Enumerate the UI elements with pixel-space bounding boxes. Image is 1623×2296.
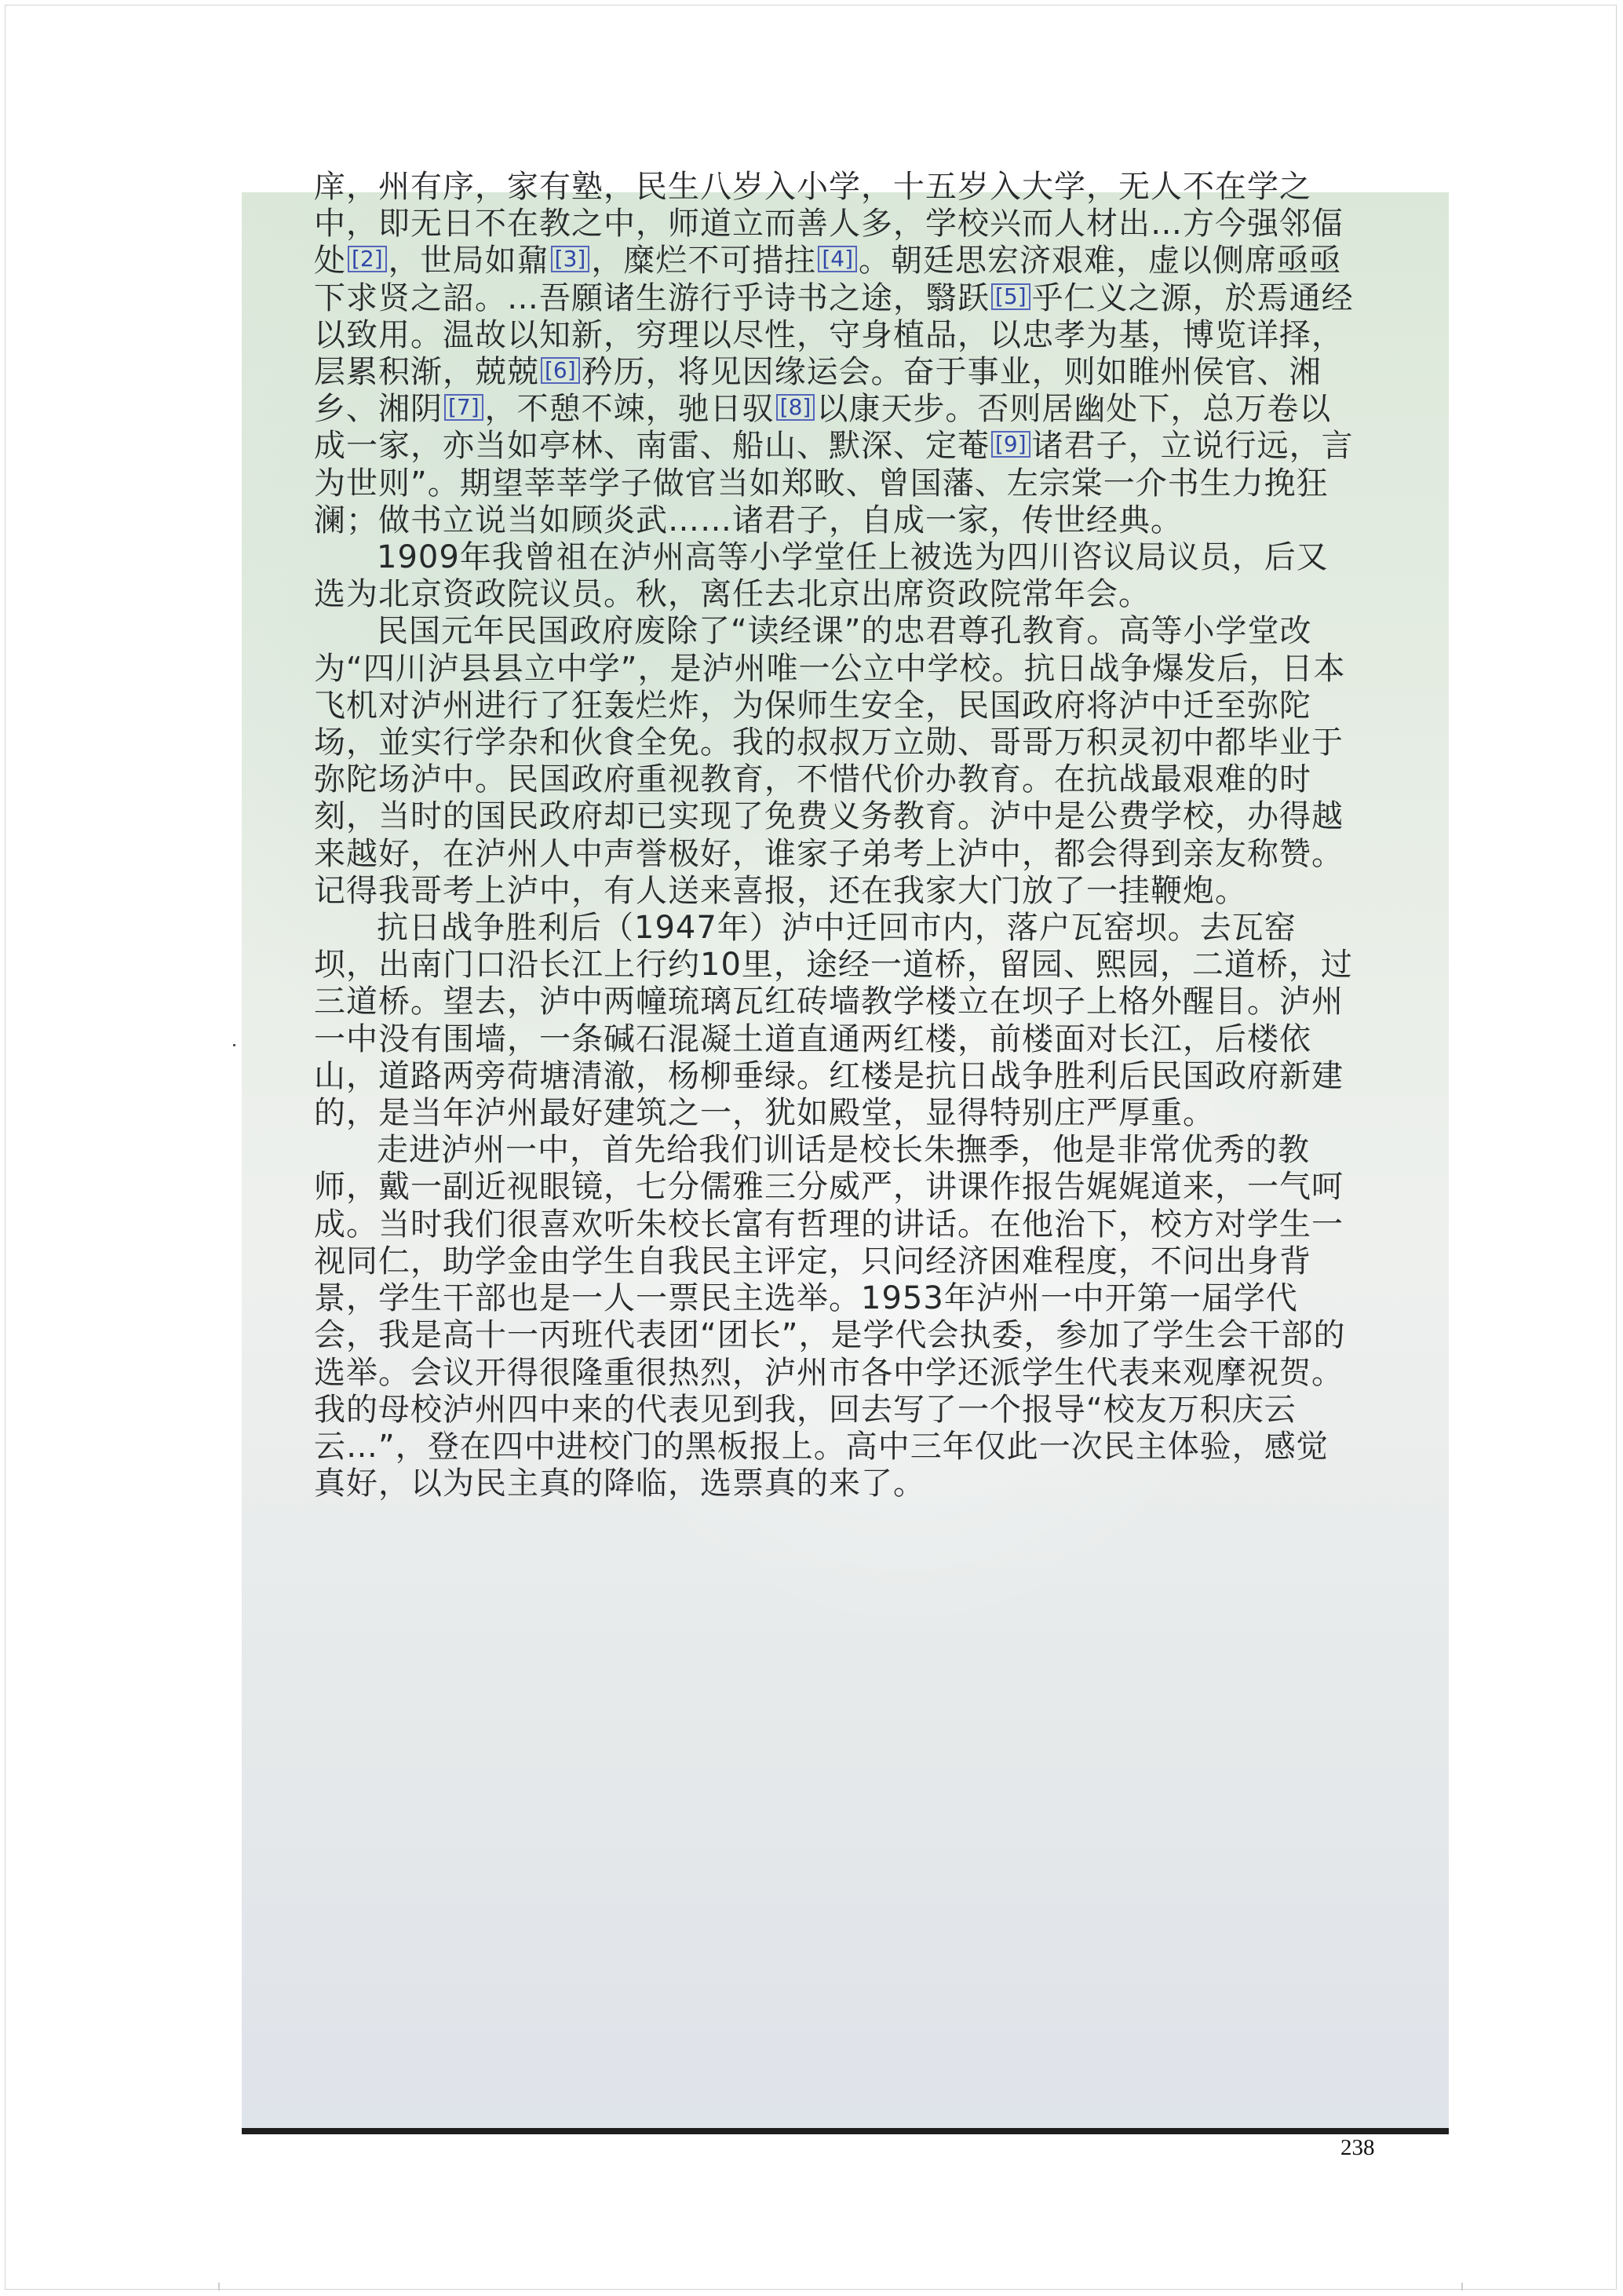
text-run: 抗日战争胜利后（1947年）泸中迁回市内，落户瓦窑坝。去瓦窑坝，出南门口沿长江上行约10里，途经一道桥，留园、熙园，二道桥，过三道桥。望去，泸中两幢琉璃瓦红砖墙教学楼立在坝子上格外醒目。泸州一中没有围墙，一条碱石混凝土道直通两红楼，前楼面对长江，后楼依山，道路两旁荷塘清澈，杨柳垂绿。红楼是抗日战争胜利后民国政府新建的，是当年泸州最好建筑之一，犹如殿堂，显得特别庄严厚重。	[314, 910, 1353, 1132]
footnote-reference[interactable]: [3]	[551, 246, 590, 272]
article-text	[314, 169, 1358, 1502]
text-run: 。朝廷思宏济艰难，虚以侧席亟亟下求贤之詔。…吾願诸生游行乎诗书之途，翳跃	[314, 243, 1342, 316]
text-run: 走进泸州一中，首先给我们训话是校长朱撫季，他是非常优秀的教师，戴一副近视眼镜，七分儒雅三分威严，讲课作报告娓娓道来，一气呵成。当时我们很喜欢听朱校长富有哲理的讲话。在他治下，校方对学生一视同仁，助学金由学生自我民主评定，只问经济困难程度，不问出身背景，学生干部也是一人一票民主选举。1953年泸州一中开第一届学代会，我是高十一丙班代表团“团长”，是学代会执委，参加了学生会干部的选举。会议开得很隆重很热烈，泸州市各中学还派学生代表来观摩祝贺。我的母校泸州四中来的代表见到我，回去写了一个报导“校友万积庆云云…”，登在四中进校门的黑板报上。高中三年仅此一次民主体验，感觉真好，以为民主真的降临，选票真的来了。	[314, 1132, 1346, 1502]
scan-speck	[233, 1044, 235, 1046]
text-run: 民国元年民国政府废除了“读经课”的忠君尊孔教育。高等小学堂改为“四川泸县县立中学”，是泸州唯一公立中学校。抗日战争爆发后，日本飞机对泸州进行了狂轰烂炸，为保师生安全，民国政府将泸中迁至弥陀场，並实行学杂和伙食全免。我的叔叔万立勋、哥哥万积灵初中都毕业于弥陀场泸中。民国政府重视教育，不惜代价办教育。在抗战最艰难的时刻，当时的国民政府却已实现了免费义务教育。泸中是公费学校，办得越来越好，在泸州人中声誉极好，谁家子弟考上泸中，都会得到亲友称赞。记得我哥考上泸中，有人送来喜报，还在我家大门放了一挂鞭炮。	[314, 613, 1346, 909]
text-run: 乎仁义之源，於焉通经以致用。温故以知新，穷理以尽性，守身植品，以忠孝为基，博览详择，层累积渐，兢兢	[314, 279, 1354, 391]
paragraph	[314, 910, 1358, 1132]
text-run: ，不憩不竦，驰日驭	[484, 391, 775, 428]
footnote-reference[interactable]: [5]	[991, 283, 1030, 310]
text-run: 以康天步。否则居幽处下，总万卷以成一家，亦当如亭林、南雷、船山、默深、定菴	[314, 391, 1332, 465]
paragraph	[314, 1132, 1358, 1502]
text-run: 1909年我曾祖在泸州高等小学堂任上被选为四川咨议局议员，后又选为北京资政院议员。秋，离任去北京出席资政院常年会。	[314, 539, 1329, 613]
text-run: 矜历，将见因缘运会。奋于事业，则如睢州侯官、湘乡、湘阴	[314, 354, 1322, 428]
crop-mark	[218, 2283, 220, 2291]
paragraph	[314, 613, 1358, 910]
photo-edge	[242, 2128, 1449, 2134]
paragraph	[314, 539, 1358, 613]
footnote-reference[interactable]: [7]	[444, 394, 483, 421]
footnote-reference[interactable]: [4]	[818, 246, 857, 272]
crop-mark	[1461, 2283, 1463, 2291]
text-run: ，糜烂不可措拄	[591, 243, 817, 279]
footnote-reference[interactable]: [8]	[776, 394, 815, 421]
footnote-reference[interactable]: [9]	[991, 431, 1030, 458]
footnote-reference[interactable]: [2]	[348, 246, 387, 272]
paragraph	[314, 169, 1358, 539]
text-run: 诸君子，立说行远，言为世则”。期望莘莘学子做官当如郑畋、曾国藩、左宗棠一介书生力挽狂澜；做书立说当如顾炎武……诸君子，自成一家，传世经典。	[314, 428, 1354, 538]
page-number: 238	[1340, 2135, 1375, 2160]
footnote-reference[interactable]: [6]	[541, 357, 580, 384]
text-run: ，世局如鼐	[388, 243, 549, 279]
text-run: 庠，州有序，家有塾，民生八岁入小学，十五岁入大学，无人不在学之中，即无日不在教之中，师道立而善人多，学校兴而人材出…方今强邻偪处	[314, 169, 1344, 279]
book-page-photo	[242, 169, 1449, 2134]
